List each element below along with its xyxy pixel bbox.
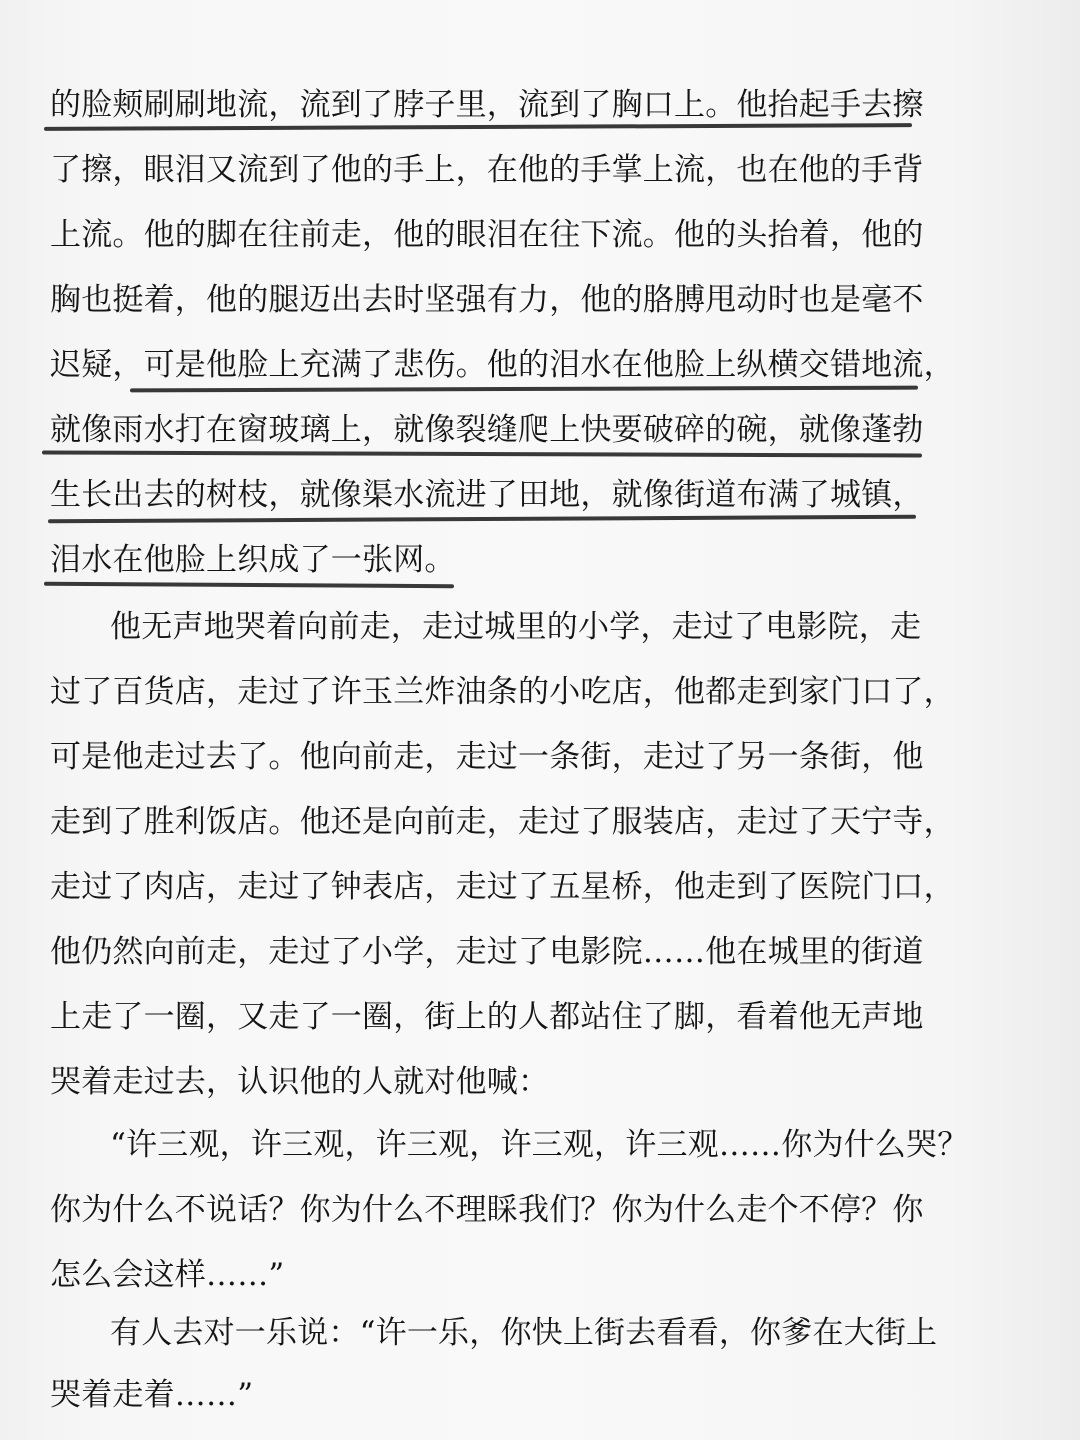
text-line-1: 的脸颊刷刷地流，流到了脖子里，流到了胸口上。他抬起手去擦 bbox=[50, 87, 924, 123]
text-line-17: “许三观，许三观，许三观，许三观，许三观……你为什么哭？ bbox=[110, 1127, 969, 1163]
text-line-2: 了擦，眼泪又流到了他的手上，在他的手掌上流，也在他的手背 bbox=[50, 152, 924, 188]
text-line-5: 迟疑，可是他脸上充满了悲伤。他的泪水在他脸上纵横交错地流， bbox=[50, 347, 955, 383]
text-line-7: 生长出去的树枝，就像渠水流进了田地，就像街道布满了城镇， bbox=[50, 477, 924, 513]
text-line-14: 他仍然向前走，走过了小学，走过了电影院……他在城里的街道 bbox=[50, 934, 924, 970]
text-line-19: 怎么会这样……” bbox=[50, 1257, 285, 1293]
text-line-3: 上流。他的脚在往前走，他的眼泪在往下流。他的头抬着，他的 bbox=[50, 217, 924, 253]
text-line-16: 哭着走过去，认识他的人就对他喊： bbox=[50, 1064, 550, 1100]
text-line-11: 可是他走过去了。他向前走，走过一条街，走过了另一条街，他 bbox=[50, 739, 924, 775]
text-line-18: 你为什么不说话？你为什么不理睬我们？你为什么走个不停？你 bbox=[50, 1192, 924, 1228]
text-line-6: 就像雨水打在窗玻璃上，就像裂缝爬上快要破碎的碗，就像蓬勃 bbox=[50, 412, 924, 448]
text-line-8: 泪水在他脸上织成了一张网。 bbox=[50, 542, 456, 578]
text-line-20: 有人去对一乐说：“许一乐，你快上街去看看，你爹在大街上 bbox=[110, 1315, 938, 1351]
text-line-9: 他无声地哭着向前走，走过城里的小学，走过了电影院，走 bbox=[110, 609, 922, 645]
text-line-12: 走到了胜利饭店。他还是向前走，走过了服装店，走过了天宁寺， bbox=[50, 804, 955, 840]
text-line-4: 胸也挺着，他的腿迈出去时坚强有力，他的胳膊甩动时也是毫不 bbox=[50, 282, 924, 318]
text-line-15: 上走了一圈，又走了一圈，街上的人都站住了脚，看着他无声地 bbox=[50, 999, 924, 1035]
text-line-10: 过了百货店，走过了许玉兰炸油条的小吃店，他都走到家门口了， bbox=[50, 674, 955, 710]
text-line-13: 走过了肉店，走过了钟表店，走过了五星桥，他走到了医院门口， bbox=[50, 869, 955, 905]
text-line-21: 哭着走着……” bbox=[50, 1377, 254, 1413]
